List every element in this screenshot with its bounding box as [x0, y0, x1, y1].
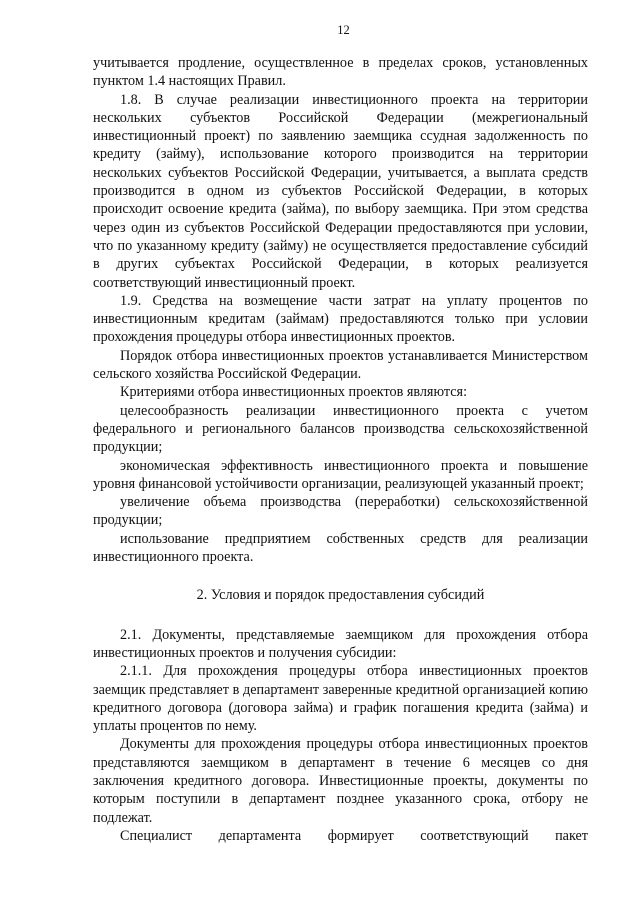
criterion-feasibility: целесообразность реализации инвестиционного проекта с учетом федерального и регионального балансов производства сельскохозяйственной продукции;	[93, 402, 588, 456]
paragraph-1-8: 1.8. В случае реализации инвестиционного проекта на территории нескольких субъектов Российской Федерации (межрегиональный инвестиционный проект) по заявлению заемщика ссудная задолженность по кредиту (займу), использование которого производится на территории нескольких субъектов Российской Федерации, учитывается, а выплата средств производится в одном из субъектов Российской Федерации, в которых происходит освоение кредита (займа), по выбору заемщика. При этом средства через один из субъектов Российской Федерации предоставляются при условии, что по указанному кредиту (займу) не осуществляется предоставление субсидий в других субъектах Российской Федерации, в которых реализуется соответствующий инвестиционный проект.	[93, 91, 588, 291]
criterion-economic-efficiency: экономическая эффективность инвестиционного проекта и повышение уровня финансовой устойчивости организации, реализующей указанный проект;	[93, 457, 588, 492]
paragraph-criteria-intro: Критериями отбора инвестиционных проектов являются:	[120, 384, 468, 401]
document-page	[93, 22, 588, 845]
page-number: 12	[337, 23, 350, 37]
paragraph-2-1-1: 2.1.1. Для прохождения процедуры отбора инвестиционных проектов заемщик представляет в департамент заверенные кредитной организацией копию кредитного договора (договора займа) и график погашения кредита (займа) и уплаты процентов по нему.	[93, 663, 588, 735]
section-heading: 2. Условия и порядок предоставления субсидий	[196, 587, 485, 604]
paragraph-selection-procedure: Порядок отбора инвестиционных проектов устанавливается Министерством сельского хозяйства Российской Федерации.	[93, 347, 588, 383]
paragraph-specialist: Специалист департамента формирует соответствующий пакет	[120, 827, 588, 844]
paragraph-1-9: 1.9. Средства на возмещение части затрат на уплату процентов по инвестиционным кредитам (займам) предоставляются только при условии прохождения процедуры отбора инвестиционных проектов.	[93, 292, 588, 346]
paragraph-2-1: 2.1. Документы, представляемые заемщиком для прохождения отбора инвестиционных проектов и получения субсидии:	[93, 626, 588, 661]
criterion-own-funds: использование предприятием собственных средств для реализации инвестиционного проекта.	[93, 530, 588, 566]
criterion-production-increase: увеличение объема производства (переработки) сельскохозяйственной продукции;	[93, 494, 588, 529]
paragraph-continuation: учитывается продление, осуществленное в пределах сроков, установленных пунктом 1.4 настоящих Правил.	[93, 55, 588, 90]
paragraph-documents-deadline: Документы для прохождения процедуры отбора инвестиционных проектов представляются заемщиком в департамент в течение 6 месяцев со дня заключения кредитного договора. Инвестиционные проекты, документы по которым поступили в департамент позднее указанного срока, отбору не подлежат.	[93, 736, 588, 826]
